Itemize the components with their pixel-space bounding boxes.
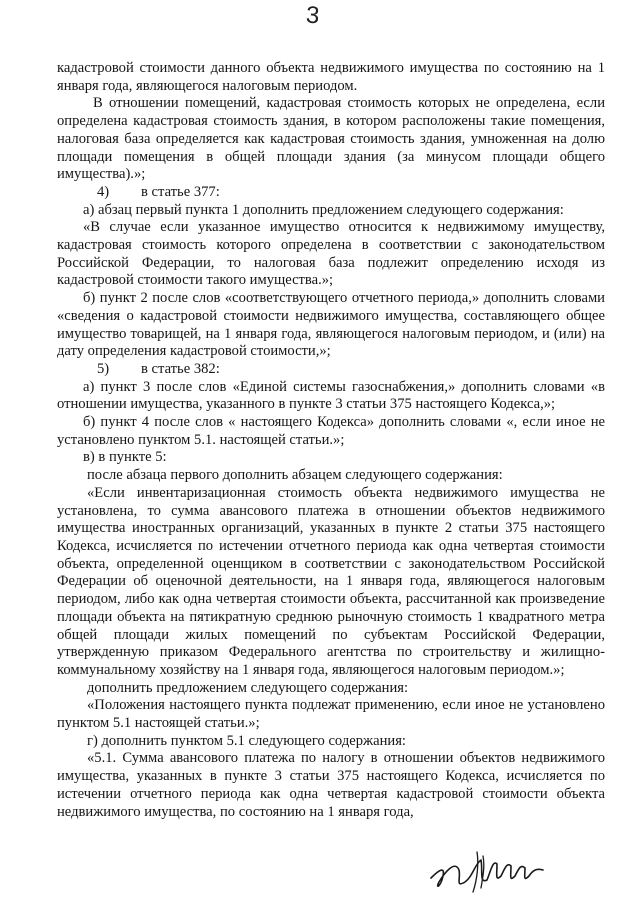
paragraph-text: кадастровой стоимости данного объекта недвижимого имущества по состоянию на 1 января года, являющегося налоговым периодом. xyxy=(57,60,605,94)
paragraph-p07 xyxy=(57,361,605,379)
paragraph-p05 xyxy=(57,219,605,290)
paragraph-text: б) пункт 2 после слов «соответствующего отчетного периода,» дополнить словами «сведения о кадастровой стоимости недвижимого имущества, составляющего общее имущество товарищей, на 1 января года, являющегося налоговым периодом, и (или) на дату определения кадастровой стоимости,»; xyxy=(57,290,605,360)
page-number: 3 xyxy=(305,1,321,30)
paragraph-text: в статье 382: xyxy=(141,360,220,377)
document-body xyxy=(57,60,605,821)
paragraph-p04 xyxy=(57,202,605,220)
paragraph-text: после абзаца первого дополнить абзацем следующего содержания: xyxy=(87,467,503,484)
paragraph-text: в статье 377: xyxy=(141,183,220,200)
paragraph-p15 xyxy=(57,733,605,751)
paragraph-p01 xyxy=(57,60,605,95)
paragraph-p02 xyxy=(57,95,605,184)
paragraph-p11 xyxy=(57,467,605,485)
paragraph-text: а) пункт 3 после слов «Единой системы газоснабжения,» дополнить словами «в отношении имущества, указанного в пункте 3 статьи 375 настоящего Кодекса,»; xyxy=(57,378,605,413)
paragraph-text: б) пункт 4 после слов « настоящего Кодекса» дополнить словами «, если иное не установлено пунктом 5.1. настоящей статьи.»; xyxy=(57,414,605,448)
paragraph-p06 xyxy=(57,290,605,361)
paragraph-text: «5.1. Сумма авансового платежа по налогу в отношении объектов недвижимого имущества, указанных в пункте 3 статьи 375 настоящего Кодекса, исчисляется по истечении отчетного периода как одна четвертая кадастровой стоимости объекта недвижимого имущества, по состоянию на 1 января года, xyxy=(57,750,605,820)
paragraph-text: дополнить предложением следующего содержания: xyxy=(87,679,409,696)
list-item-number: 5) xyxy=(97,360,110,377)
paragraph-p14 xyxy=(57,697,605,732)
paragraph-text: «В случае если указанное имущество относится к недвижимому имуществу, кадастровая стоимость которого определена в соответствии с законодательством Российской Федерации, то налоговая база подлежит определению исходя из кадастровой стоимости такого имущества.»; xyxy=(57,219,605,289)
paragraph-p03 xyxy=(57,184,605,202)
paragraph-p12 xyxy=(57,485,605,680)
paragraph-text: В отношении помещений, кадастровая стоимость которых не определена, если определена кадастровая стоимость здания, в котором расположены такие помещения, налоговая база определяется как кадастровая стоимость здания, умноженная на долю площади помещения в общей площади здания (за минусом площади общего имущества).»; xyxy=(57,95,605,183)
paragraph-text: в) в пункте 5: xyxy=(83,449,167,466)
paragraph-text: «Если инвентаризационная стоимость объекта недвижимого имущества не установлена, то сумма авансового платежа в отношении объектов недвижимого имущества иностранных организаций, указанных в пункте 2 статьи 375 настоящего Кодекса, исчисляется по истечении отчетного периода как одна четвертая стоимости объекта, определенной оценщиком в соответствии с законодательством Российской Федерации об оценочной деятельности, на 1 января года, являющегося налоговым периодом, либо как одна четвертая стоимости объекта, рассчитанной как произведение площади объекта на пятикратную среднюю рыночную стоимость 1 квадратного метра общей площади жилых помещений по субъектам Российской Федерации, утвержденную приказом Федерального агентства по строительству и жилищно-коммунальному хозяйству на 1 января года, являющегося налоговым периодом.»; xyxy=(57,484,605,678)
paragraph-p16 xyxy=(57,750,605,821)
paragraph-p08 xyxy=(57,379,605,414)
paragraph-p09 xyxy=(57,414,605,449)
handwritten-signature xyxy=(425,830,565,900)
paragraph-text: «Положения настоящего пункта подлежат применению, если иное не установлено пунктом 5.1 настоящей статьи.»; xyxy=(57,697,605,732)
paragraph-p10 xyxy=(57,449,605,467)
list-item-number: 4) xyxy=(97,183,110,200)
paragraph-text: а) абзац первый пункта 1 дополнить предложением следующего содержания: xyxy=(83,201,564,218)
paragraph-p13 xyxy=(57,680,605,698)
paragraph-text: г) дополнить пунктом 5.1 следующего содержания: xyxy=(87,732,406,749)
